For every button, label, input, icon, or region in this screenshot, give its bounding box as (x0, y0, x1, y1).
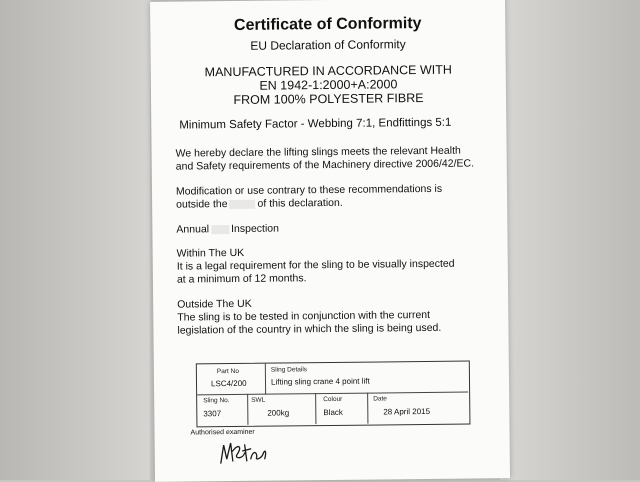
sling-no-value: 3307 (203, 409, 222, 419)
certificate-title: Certificate of Conformity (233, 15, 422, 34)
worn-text-area (229, 199, 255, 208)
declaration-line-2: and Safety requirements of the Machinery directive 2006/42/EC. (175, 157, 475, 173)
manufactured-line-1: MANUFACTURED IN ACCORDANCE WITH (204, 62, 452, 80)
sling-details-label: Sling Details (270, 366, 308, 374)
sling-details-value: Lifting sling crane 4 point lift (270, 376, 370, 387)
colour-cell (315, 393, 368, 425)
examiner-signature (217, 437, 269, 468)
colour-label: Colour (323, 395, 343, 404)
date-value: 28 April 2015 (383, 406, 431, 417)
part-no-label: Part No (216, 367, 239, 376)
part-no-cell (197, 364, 266, 396)
worn-text-area (211, 225, 229, 234)
manufactured-line-2: EN 1942-1:2000+A:2000 (259, 77, 398, 93)
outside-uk-line-2: legislation of the country in which the sling is being used. (177, 321, 442, 337)
sling-no-cell (197, 394, 248, 426)
authorised-examiner-label: Authorised examiner (190, 428, 255, 437)
colour-value: Black (323, 407, 343, 418)
swl-value: 200kg (267, 408, 290, 418)
swl-cell (247, 393, 316, 425)
sling-details-cell (265, 362, 468, 395)
sling-no-label: Sling No. (203, 397, 230, 405)
date-label: Date (373, 395, 387, 403)
certificate-subtitle: EU Declaration of Conformity (250, 37, 406, 53)
safety-factor: Minimum Safety Factor - Webbing 7:1, Endfittings 5:1 (179, 116, 452, 132)
date-cell (367, 392, 468, 424)
swl-label: SWL (251, 396, 266, 404)
modification-line-2: outside the of this declaration. (176, 196, 343, 211)
certificate-document (150, 0, 510, 482)
declaration-line-1: We hereby declare the lifting slings meets the relevant Health (175, 144, 461, 160)
outside-uk-line-1: The sling is to be tested in conjunction with the current (177, 308, 431, 324)
background-right (500, 0, 640, 480)
within-uk-heading: Within The UK (176, 246, 245, 260)
modification-line-1: Modification or use contrary to these recommendations is (175, 182, 443, 198)
sling-details-table (196, 361, 471, 428)
part-no-value: LSC4/200 (210, 378, 247, 389)
within-uk-line-1: It is a legal requirement for the sling to be visually inspected (176, 257, 455, 273)
within-uk-line-2: at a minimum of 12 months. (176, 272, 307, 286)
annual-inspection-heading: Annual Inspection (176, 222, 280, 236)
manufactured-line-3: FROM 100% POLYESTER FIBRE (233, 90, 424, 107)
outside-uk-heading: Outside The UK (177, 297, 252, 311)
background-left (0, 0, 150, 480)
